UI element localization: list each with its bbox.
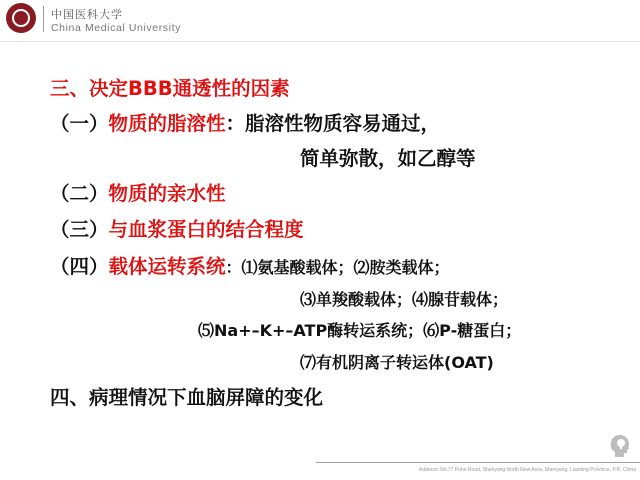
heading-three-text: 三、决定BBB通透性的因素 — [50, 77, 290, 100]
item-two-title: 物质的亲水性 — [108, 182, 226, 205]
university-logo — [4, 3, 214, 37]
item-one-continuation — [300, 147, 476, 171]
heading-four — [50, 386, 323, 410]
item-three-title: 与血浆蛋白的结合程度 — [108, 218, 304, 241]
heading-four-text: 四、病理情况下血脑屏障的变化 — [50, 386, 324, 409]
logo-divider — [43, 6, 44, 32]
university-name-en: China Medical University — [51, 22, 181, 34]
item-two-number: （二） — [50, 182, 109, 205]
carrier-list-line-2-text: ⑶单羧酸载体；⑷腺苷载体； — [300, 290, 509, 309]
carrier-list-line-3-text: ⑸Na+–K+–ATP酶转运系统；⑹P-糖蛋白； — [198, 321, 522, 340]
item-one — [50, 112, 440, 136]
university-name-cn: 中国医科大学 — [51, 8, 123, 21]
item-two — [50, 182, 226, 206]
footer-divider — [316, 462, 640, 463]
item-one-title: 物质的脂溶性 — [108, 112, 226, 135]
item-three — [50, 218, 304, 242]
item-four-desc: ：⑴氨基酸载体；⑵胺类载体； — [225, 258, 450, 277]
header-divider — [0, 41, 640, 42]
carrier-list-line-4-text: ⑺有机阴离子转运体(OAT) — [300, 353, 494, 372]
heading-three — [50, 77, 290, 101]
item-four — [50, 255, 450, 280]
item-three-number: （三） — [50, 218, 109, 241]
university-seal-icon — [6, 3, 36, 33]
item-four-number: （四） — [50, 255, 109, 278]
carrier-list-line-3 — [198, 319, 521, 343]
item-one-number: （一） — [50, 112, 109, 135]
carrier-list-line-4 — [300, 351, 494, 375]
item-four-title: 载体运转系统 — [108, 255, 226, 278]
head-lightbulb-icon — [606, 432, 634, 460]
carrier-list-line-2 — [300, 288, 508, 312]
item-one-continuation-text: 简单弥散，如乙醇等 — [300, 147, 476, 170]
footer-address: Address: No.77 Puhe Road, Shenyang North New Area, Shenyang, Liaoning Province, P.R. China — [419, 467, 636, 473]
item-one-desc: ：脂溶性物质容易通过， — [225, 112, 441, 135]
